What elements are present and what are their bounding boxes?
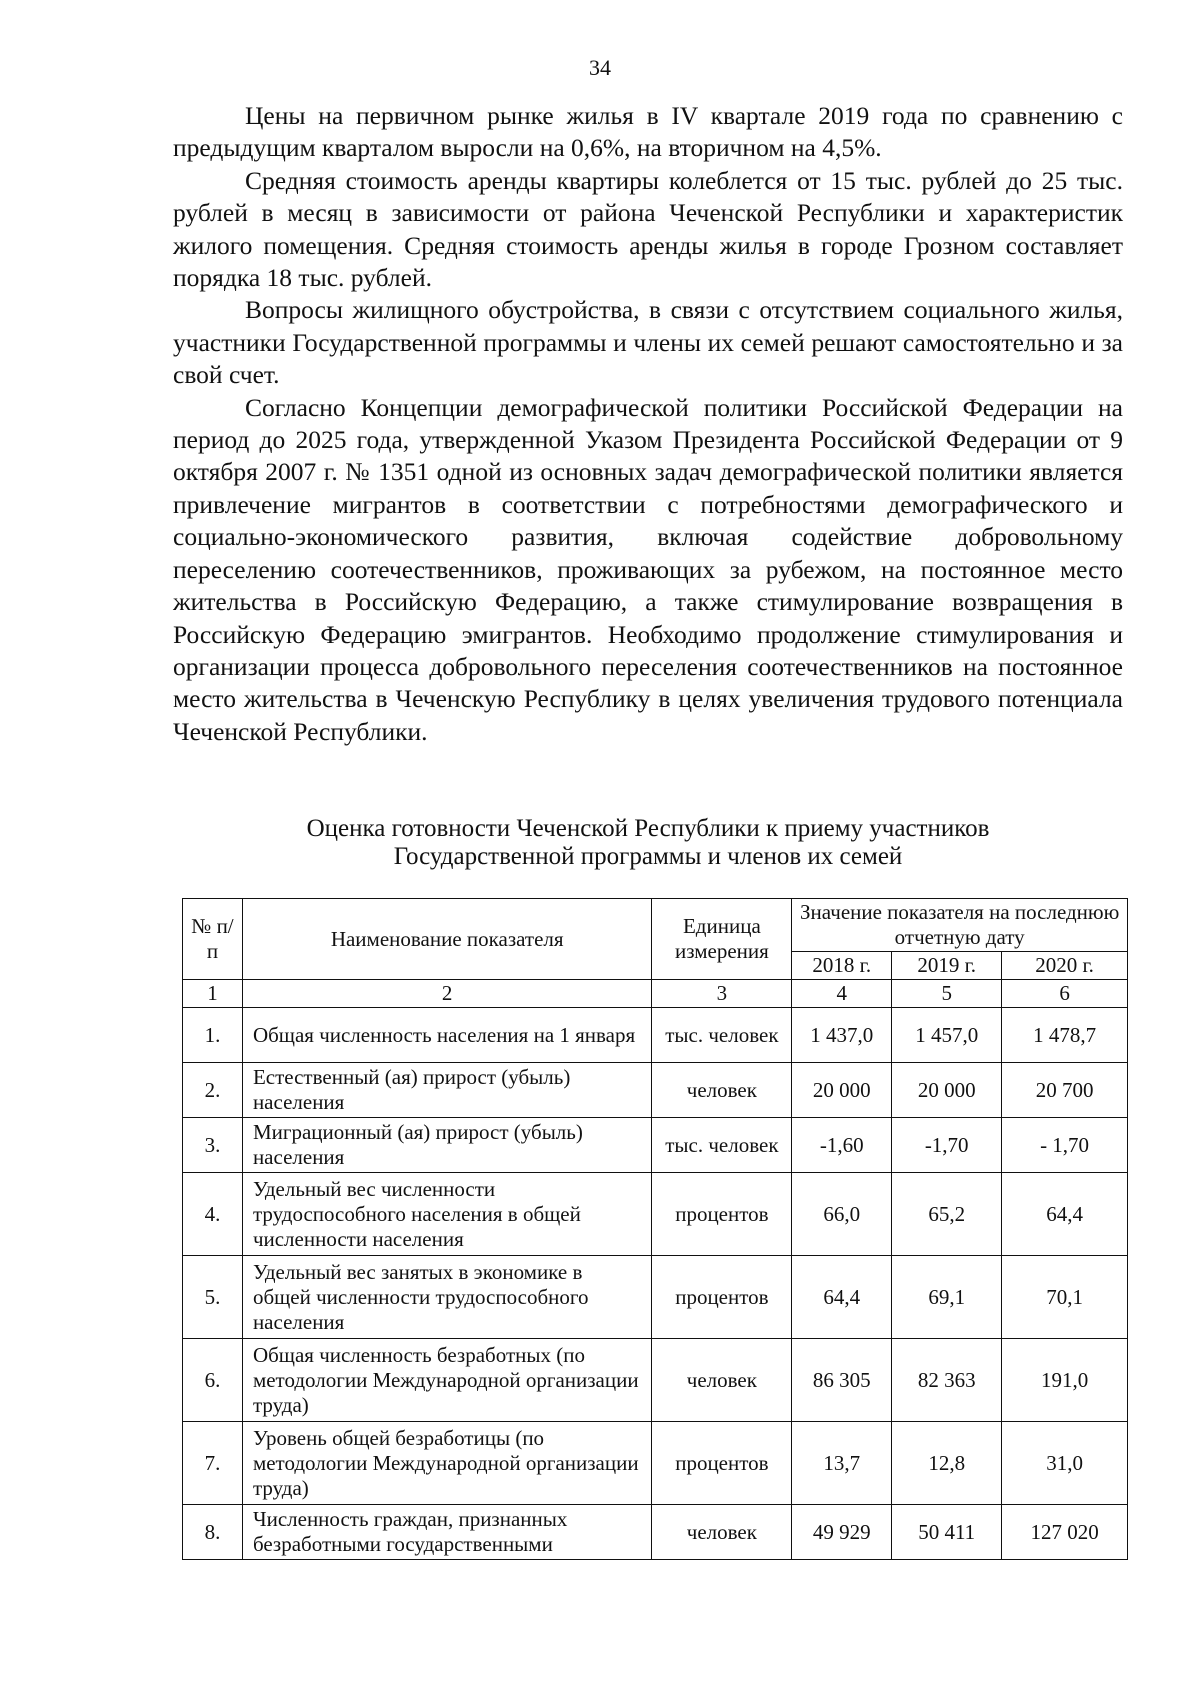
row-value-2018: 20 000 <box>792 1063 892 1118</box>
row-name: Общая численность безработных (по методологии Международной организации труда) <box>242 1339 651 1422</box>
table-row <box>183 1063 1128 1118</box>
row-value-2020: 20 700 <box>1002 1063 1128 1118</box>
row-unit: человек <box>652 1063 792 1118</box>
body-text <box>173 100 1123 748</box>
row-name: Удельный вес численности трудоспособного населения в общей численности населения <box>242 1173 651 1256</box>
row-name: Естественный (ая) прирост (убыль) населения <box>242 1063 651 1118</box>
row-value-2020: 127 020 <box>1002 1505 1128 1560</box>
column-number: 1 <box>183 980 243 1008</box>
row-value-2018: 1 437,0 <box>792 1008 892 1063</box>
table-row <box>183 1173 1128 1256</box>
page-number: 34 <box>589 55 611 80</box>
row-value-2018: 49 929 <box>792 1505 892 1560</box>
table-title-line: Государственной программы и членов их семей <box>393 843 903 870</box>
row-unit: процентов <box>652 1422 792 1505</box>
row-value-2020: 64,4 <box>1002 1173 1128 1256</box>
row-name: Уровень общей безработицы (по методологии Международной организации труда) <box>242 1422 651 1505</box>
row-value-2019: 82 363 <box>892 1339 1002 1422</box>
table-row <box>183 1256 1128 1339</box>
row-value-2019: -1,70 <box>892 1118 1002 1173</box>
row-num: 2. <box>183 1063 243 1118</box>
row-num: 1. <box>183 1008 243 1063</box>
table-row <box>183 1505 1128 1560</box>
row-unit: тыс. человек <box>652 1008 792 1063</box>
row-unit: человек <box>652 1339 792 1422</box>
row-unit: процентов <box>652 1256 792 1339</box>
header-year: 2020 г. <box>1002 952 1128 980</box>
row-value-2019: 12,8 <box>892 1422 1002 1505</box>
table-row <box>183 1118 1128 1173</box>
table-row <box>183 1008 1128 1063</box>
row-value-2018: 13,7 <box>792 1422 892 1505</box>
column-number: 5 <box>892 980 1002 1008</box>
row-value-2019: 1 457,0 <box>892 1008 1002 1063</box>
row-num: 8. <box>183 1505 243 1560</box>
paragraph: Цены на первичном рынке жилья в IV квартале 2019 года по сравнению с предыдущим кварталом выросли на 0,6%, на вторичном на 4,5%. <box>173 101 1123 163</box>
row-value-2018: 66,0 <box>792 1173 892 1256</box>
header-unit: Единица измерения <box>652 899 792 980</box>
table-header-row <box>183 899 1128 952</box>
row-name: Общая численность населения на 1 января <box>242 1008 651 1063</box>
row-value-2020: 70,1 <box>1002 1256 1128 1339</box>
row-name: Удельный вес занятых в экономике в общей численности трудоспособного населения <box>242 1256 651 1339</box>
header-year: 2018 г. <box>792 952 892 980</box>
table-row <box>183 1339 1128 1422</box>
table-title-line: Оценка готовности Чеченской Республики к приему участников <box>306 815 990 842</box>
header-name: Наименование показателя <box>242 899 651 980</box>
row-value-2020: 191,0 <box>1002 1339 1128 1422</box>
column-number: 6 <box>1002 980 1128 1008</box>
column-number-row <box>183 980 1128 1008</box>
column-number: 3 <box>652 980 792 1008</box>
row-value-2018: 86 305 <box>792 1339 892 1422</box>
row-num: 7. <box>183 1422 243 1505</box>
table-row <box>183 1422 1128 1505</box>
row-num: 3. <box>183 1118 243 1173</box>
row-name: Численность граждан, признанных безработными государственными <box>242 1505 651 1560</box>
header-year: 2019 г. <box>892 952 1002 980</box>
header-num: № п/п <box>183 899 243 980</box>
row-value-2019: 65,2 <box>892 1173 1002 1256</box>
row-num: 5. <box>183 1256 243 1339</box>
paragraph: Согласно Концепции демографической политики Российской Федерации на период до 2025 года, утвержденной Указом Президента Российской Федерации от 9 октября 2007 г. № 1351 одной из основных задач демографической политики является привлечение мигрантов в соответствии с потребностями демографического и социально-экономического развития, включая содействие добровольному переселению соотечественников, проживающих за рубежом, на постоянное место жительства в Российскую Федерацию, а также стимулирование возвращения в Российскую Федерацию эмигрантов. Необходимо продолжение стимулирования и организации процесса добровольного переселения соотечественников на постоянное место жительства в Чеченскую Республику в целях увеличения трудового потенциала Чеченской Республики. <box>173 392 1123 746</box>
header-value-group: Значение показателя на последнюю отчетную дату <box>792 899 1128 952</box>
row-value-2019: 69,1 <box>892 1256 1002 1339</box>
row-value-2020: - 1,70 <box>1002 1118 1128 1173</box>
row-value-2018: -1,60 <box>792 1118 892 1173</box>
row-num: 4. <box>183 1173 243 1256</box>
row-unit: процентов <box>652 1173 792 1256</box>
row-value-2020: 31,0 <box>1002 1422 1128 1505</box>
table-title <box>173 815 1123 871</box>
row-value-2018: 64,4 <box>792 1256 892 1339</box>
row-name: Миграционный (ая) прирост (убыль) населения <box>242 1118 651 1173</box>
row-value-2020: 1 478,7 <box>1002 1008 1128 1063</box>
column-number: 2 <box>242 980 651 1008</box>
row-value-2019: 20 000 <box>892 1063 1002 1118</box>
row-num: 6. <box>183 1339 243 1422</box>
row-unit: человек <box>652 1505 792 1560</box>
paragraph: Средняя стоимость аренды квартиры колеблется от 15 тыс. рублей до 25 тыс. рублей в месяц в зависимости от района Чеченской Республики и характеристик жилого помещения. Средняя стоимость аренды жилья в городе Грозном составляет порядка 18 тыс. рублей. <box>173 165 1123 293</box>
indicators-table <box>182 898 1128 1560</box>
row-value-2019: 50 411 <box>892 1505 1002 1560</box>
column-number: 4 <box>792 980 892 1008</box>
paragraph: Вопросы жилищного обустройства, в связи с отсутствием социального жилья, участники Государственной программы и члены их семей решают самостоятельно и за свой счет. <box>173 295 1123 390</box>
row-unit: тыс. человек <box>652 1118 792 1173</box>
